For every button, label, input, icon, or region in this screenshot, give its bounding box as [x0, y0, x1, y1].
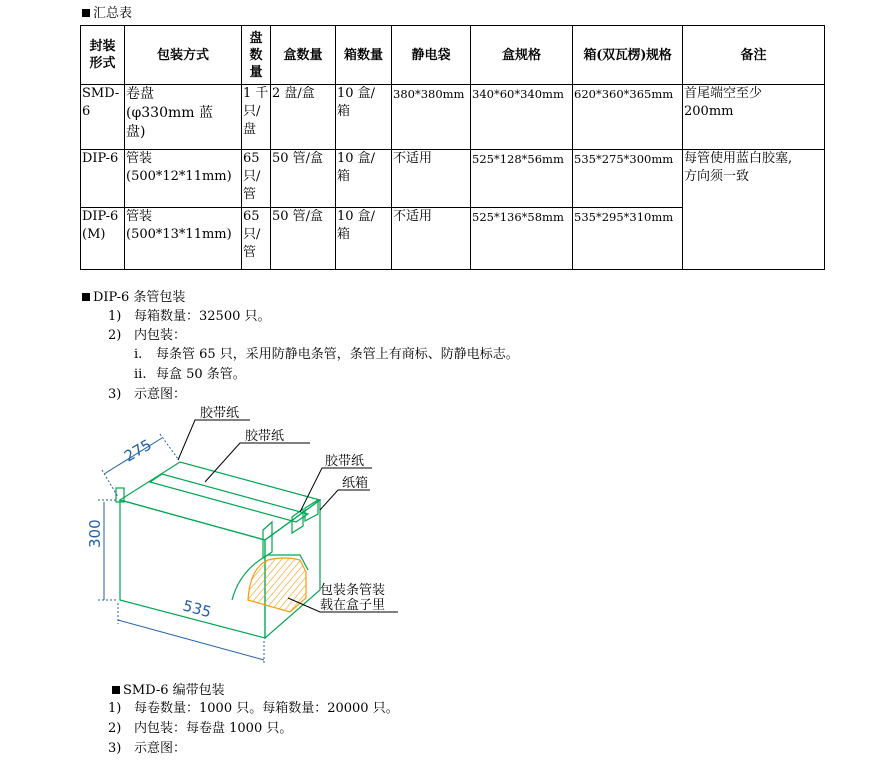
label-inner-box: 包装条管装	[320, 583, 386, 598]
section-title-dip6: DIP-6 条管包装	[82, 290, 185, 306]
table-cell: 525*128*56mm	[471, 150, 573, 208]
table-cell: 535*275*300mm	[573, 150, 683, 208]
table-cell: 10 盒/ 箱	[336, 208, 392, 270]
leader-line	[320, 490, 370, 510]
dimension-height-label: 300	[86, 519, 104, 548]
table-cell: 50 管/盒	[271, 150, 336, 208]
header-cell: 备注	[683, 26, 825, 85]
list-item: 1) 每卷数量：1000 只。每箱数量：20000 只。	[108, 701, 399, 716]
table-cell: 不适用	[392, 208, 471, 270]
leader-line	[178, 420, 250, 460]
header-cell: 盘 数 量	[242, 26, 271, 85]
table-cell: 管装 (500*13*11mm)	[125, 208, 242, 270]
table-cell: 每管使用蓝白胶塞, 方向须一致	[683, 150, 825, 270]
table-cell: 2 盘/盒	[271, 85, 336, 150]
list-item: ii. 每盒 50 条管。	[134, 367, 246, 382]
table-cell: 65 只/ 管	[242, 150, 271, 208]
section-title-summary: 汇总表	[82, 6, 132, 22]
table-cell: 65 只/ 管	[242, 208, 271, 270]
table-cell: 620*360*365mm	[573, 85, 683, 150]
table-cell: 1 千 只/ 盘	[242, 85, 271, 150]
dimension-lines	[98, 434, 264, 664]
header-cell: 包装方式	[125, 26, 242, 85]
label-tape: 胶带纸	[325, 454, 365, 469]
table-cell: 管装 (500*12*11mm)	[125, 150, 242, 208]
header-cell: 箱(双瓦楞)规格	[573, 26, 683, 85]
dimension-length-label: 535	[180, 596, 214, 622]
table-cell: 50 管/盒	[271, 208, 336, 270]
extension-line	[160, 434, 178, 459]
list-item: 2) 内包装：	[108, 328, 187, 343]
list-item: 2) 内包装：每卷盘 1000 只。	[108, 721, 293, 736]
label-tape: 胶带纸	[200, 406, 240, 421]
table-cell: DIP-6 (M)	[81, 208, 125, 270]
table-cell: 525*136*58mm	[471, 208, 573, 270]
inner-box-cutaway	[248, 558, 306, 612]
table-cell: 535*295*310mm	[573, 208, 683, 270]
table-cell: SMD-6	[81, 85, 125, 150]
list-item: 3) 示意图：	[108, 387, 187, 402]
header-cell: 静电袋	[392, 26, 471, 85]
table-cell: 不适用	[392, 150, 471, 208]
list-item: i. 每条管 65 只，采用防静电条管，条管上有商标、防静电标志。	[134, 347, 519, 362]
label-inner-box: 载在盒子里	[320, 598, 386, 613]
list-item: 1) 每箱数量：32500 只。	[108, 309, 271, 324]
square-bullet-icon	[112, 686, 120, 694]
table-cell: DIP-6	[81, 150, 125, 208]
section-title-smd6: SMD-6 编带包装	[112, 683, 225, 699]
table-cell: 首尾端空至少 200mm	[683, 85, 825, 150]
header-cell: 盒规格	[471, 26, 573, 85]
table-cell: 380*380mm	[392, 85, 471, 150]
header-cell: 封装 形式	[81, 26, 125, 85]
dimension-length-line	[118, 620, 264, 660]
label-carton: 纸箱	[342, 476, 369, 491]
table-cell: 10 盒/ 箱	[336, 150, 392, 208]
header-cell: 箱数量	[336, 26, 392, 85]
dimension-width-label: 275	[121, 435, 155, 466]
leader-line	[205, 443, 310, 482]
list-item: 3) 示意图：	[108, 741, 187, 756]
header-cell: 盒数量	[271, 26, 336, 85]
label-tape: 胶带纸	[245, 429, 285, 444]
table-cell: 10 盒/ 箱	[336, 85, 392, 150]
table-cell: 卷盘 (φ330mm 蓝 盘)	[125, 85, 242, 150]
table-cell: 340*60*340mm	[471, 85, 573, 150]
box-front-face	[120, 500, 265, 638]
